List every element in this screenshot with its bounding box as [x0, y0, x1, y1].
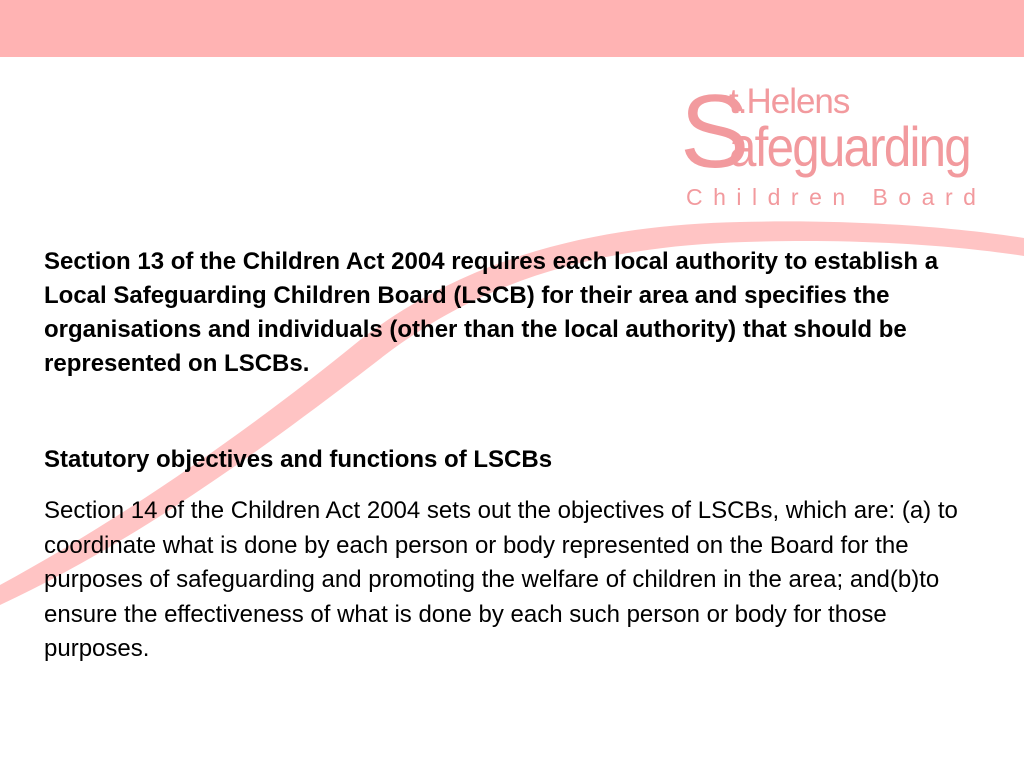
safeguarding-board-logo: [680, 74, 1000, 215]
intro-paragraph: Section 13 of the Children Act 2004 requires each local authority to establish a Local Safeguarding Children Board (LSCB) for their area and specifies the organisations and individuals (other than the local authority) that should be represented on LSCBs.: [44, 248, 939, 377]
content-area: [44, 245, 984, 667]
section-heading: Statutory objectives and functions of LSCBs: [44, 446, 553, 473]
logo-sub-text: Children Board: [686, 184, 987, 210]
logo-initial: S: [680, 74, 750, 190]
logo-main-text: afeguarding: [729, 115, 970, 178]
body-paragraph: Section 14 of the Children Act 2004 sets out the objectives of LSCBs, which are: (a) to coordinate what is done by each person or body represented on the Board for the purposes of safeguarding and promoting the welfare of children in the area; and(b)to ensure the effectiveness of what is done by each such person or body for those purposes.: [44, 497, 958, 662]
logo-top-text: t.Helens: [729, 82, 850, 121]
